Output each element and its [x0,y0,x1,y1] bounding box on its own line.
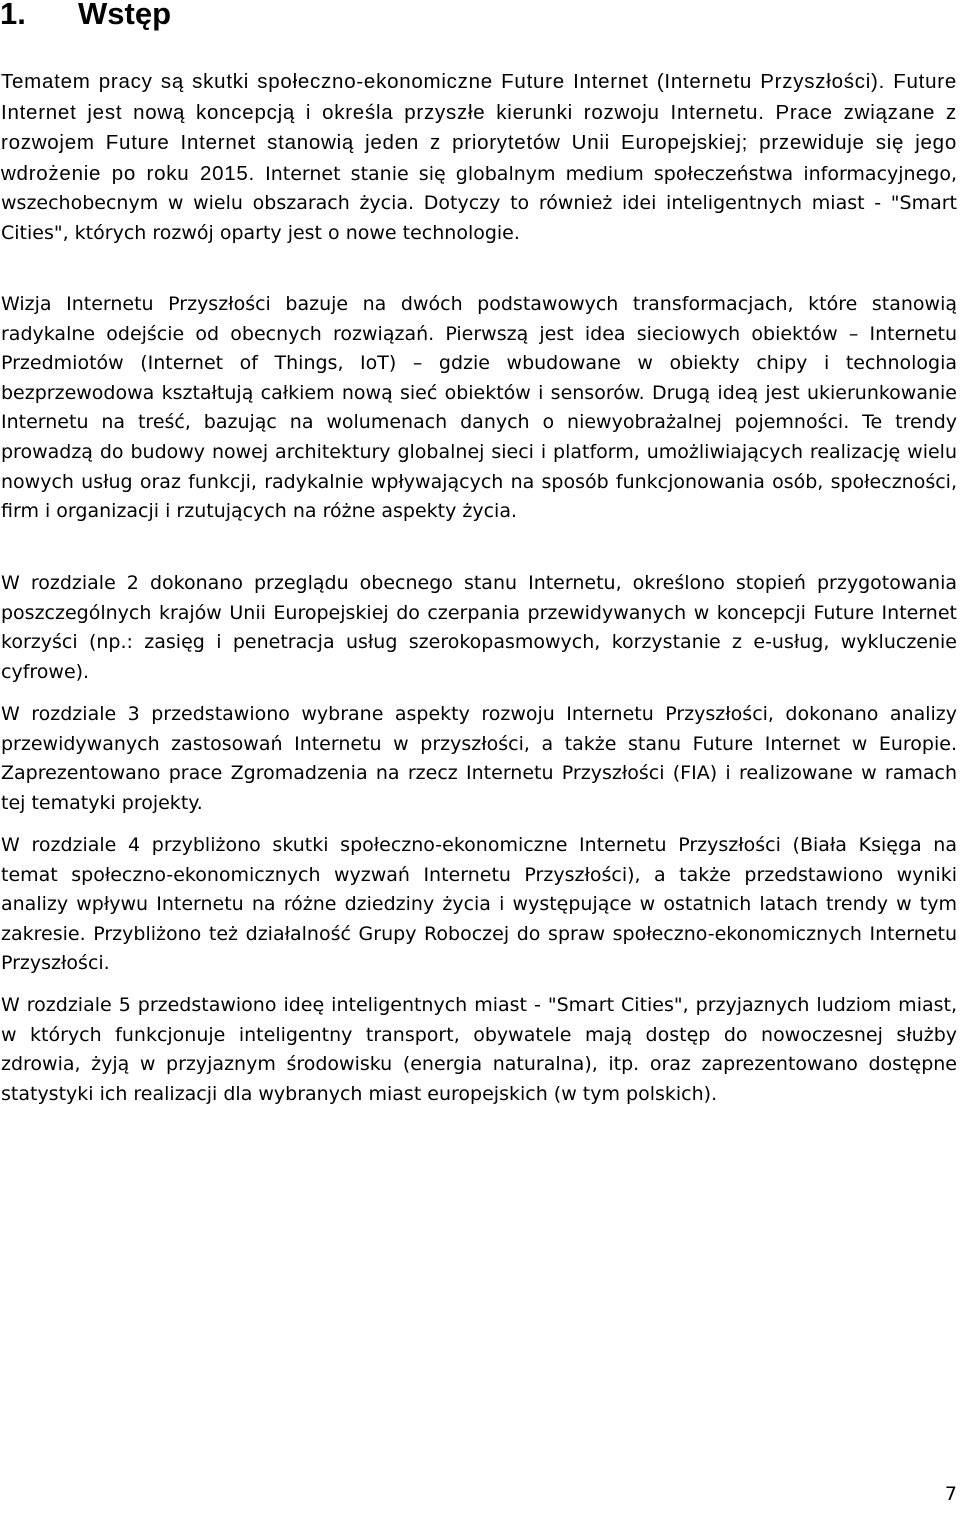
section-number: 1. [0,0,26,31]
section-title: Wstęp [78,0,171,31]
paragraph-chapter-2: W rozdziale 2 dokonano przeglądu obecnego stanu Internetu, określono stopień przygotowania poszczególnych krajów Unii Europejskiej do czerpania przewidywanych w koncepcji Future Internet korzyści (np.: zasięg i penetracja usług szerokopasmowych, korzystanie z e-usług, wykluczenie cyfrowe). [1,572,957,683]
section-heading [0,0,171,34]
paragraph-introduction [1,67,957,249]
paragraph-introduction-lead: Tematem pracy są skutki społeczno-ekonomiczne Future Internet (Internetu Przyszłości). Future Internet jest nową koncepcją i określa przyszłe kierunki rozwoju Internetu. Prace związane z rozwojem Future Internet stanowią jeden z priorytetów Unii Europejskiej; przewiduje się jego wdrożenie po roku 2015. [1,70,957,185]
paragraph-chapter-3: W rozdziale 3 przedstawiono wybrane aspekty rozwoju Internetu Przyszłości, dokonano analizy przewidywanych zastosowań Internetu w przyszłości, a także stanu Future Internet w Europie. Zaprezentowano prace Zgromadzenia na rzecz Internetu Przyszłości (FIA) i realizowane w ramach tej tematyki projekty. [1,703,957,814]
page-number: 7 [944,1483,957,1505]
paragraph-vision: Wizja Internetu Przyszłości bazuje na dwóch podstawowych transformacjach, które stanowią radykalne odejście od obecnych rozwiązań. Pierwszą jest idea sieciowych obiektów – Internetu Przedmiotów (Internet of Things, IoT) – gdzie wbudowane w obiekty chipy i technologia bezprzewodowa kształtują całkiem nową sieć obiektów i sensorów. Drugą ideą jest ukierunkowanie Internetu na treść, bazując na wolumenach danych o niewyobrażalnej pojemności. Te trendy prowadzą do budowy nowej architektury globalnej sieci i platform, umożliwiających realizację wielu nowych usług oraz funkcji, radykalnie wpływających na sposób funkcjonowania osób, społeczności, firm i organizacji i rzutujących na różne aspekty życia. [1,293,957,523]
paragraph-chapter-5: W rozdziale 5 przedstawiono ideę inteligentnych miast - "Smart Cities", przyjaznych ludziom miast, w których funkcjonuje inteligentny transport, obywatele mają dostęp do nowoczesnej służby zdrowia, żyją w przyjaznym środowisku (energia naturalna), itp. oraz zaprezentowano dostępne statystyki ich realizacji dla wybranych miast europejskich (w tym polskich). [1,994,957,1105]
paragraph-chapter-4: W rozdziale 4 przybliżono skutki społeczno-ekonomiczne Internetu Przyszłości (Biała Księga na temat społeczno-ekonomicznych wyzwań Internetu Przyszłości), a także przedstawiono wyniki analizy wpływu Internetu na różne dziedziny życia i występujące w ostatnich latach trendy w tym zakresie. Przybliżono też działalność Grupy Roboczej do spraw społeczno-ekonomicznych Internetu Przyszłości. [1,834,957,975]
paragraph-introduction-rest: Internet stanie się globalnym medium społeczeństwa informacyjnego, wszechobecnym w wielu obszarach życia. Dotyczy to również idei inteligentnych miast - "Smart Cities", których rozwój oparty jest o nowe technologie. [1,162,958,244]
